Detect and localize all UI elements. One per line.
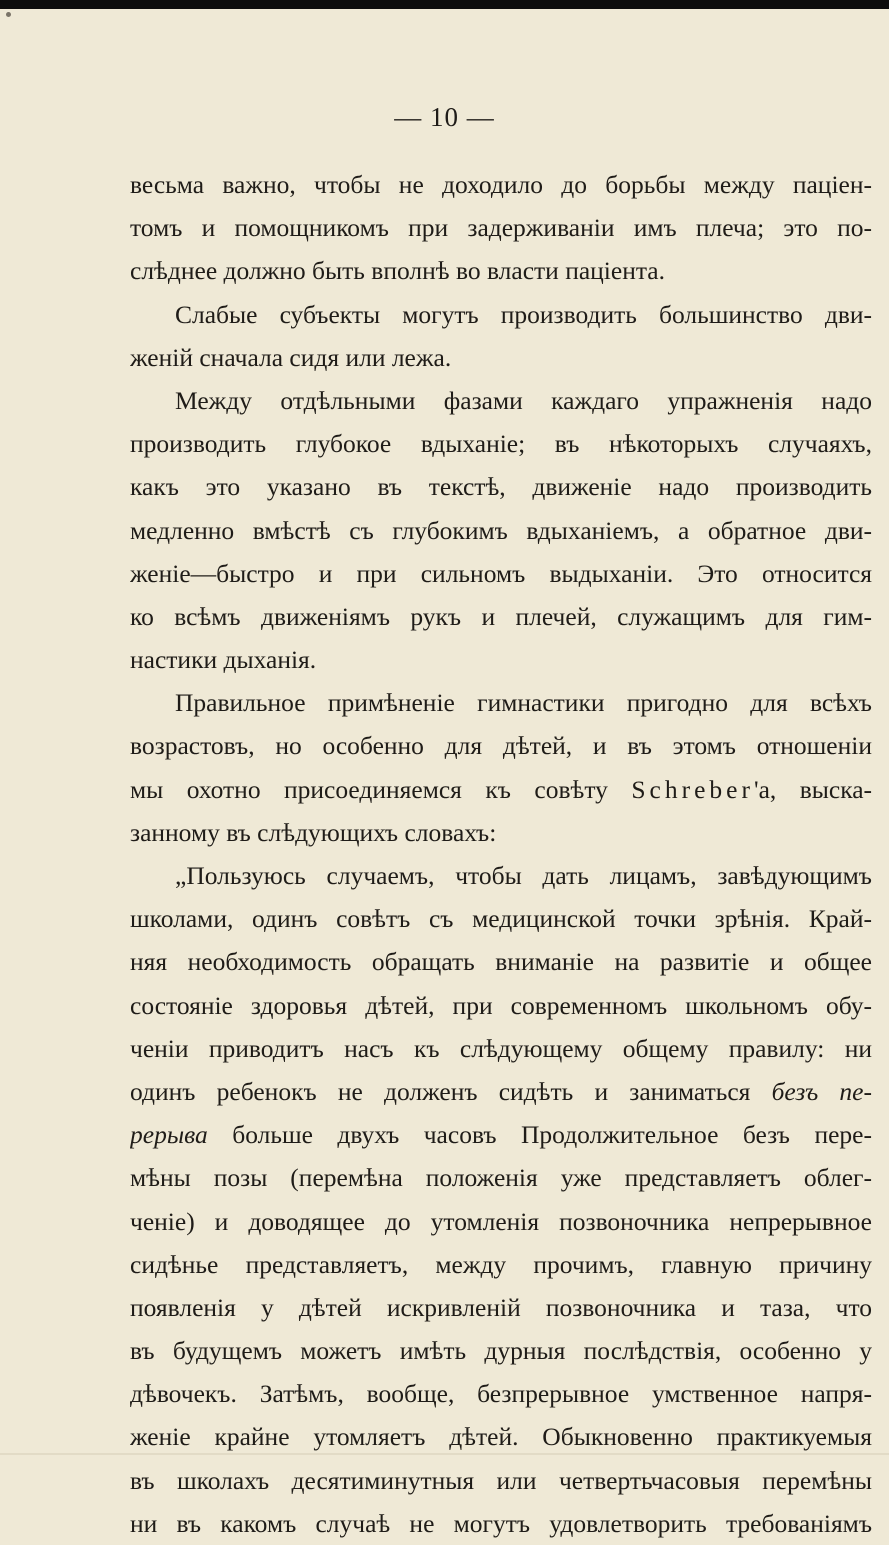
body-text: [130, 163, 872, 1545]
text-line: появленія у дѣтей искривленій позвоночника и таза, что: [130, 1292, 872, 1322]
italic-emphasis: рерыва: [130, 1120, 208, 1150]
text-line: ченіи приводитъ насъ къ слѣдующему общему правилу: ни: [130, 1033, 872, 1063]
text-line: въ школахъ десятиминутныя или четвертьчасовыя перемѣны: [130, 1465, 872, 1495]
text-line: женіе—быстро и при сильномъ выдыханіи. Это относится: [130, 558, 872, 588]
page-number: — 10 —: [394, 102, 495, 132]
italic-emphasis: безъ пе-: [771, 1076, 872, 1106]
text-line: томъ и помощникомъ при задерживаніи имъ плеча; это по-: [130, 213, 872, 243]
text-line: слѣднее должно быть вполнѣ во власти паціента.: [130, 256, 666, 286]
scan-speck: [6, 12, 11, 17]
text-line: ни въ какомъ случаѣ не могутъ удовлетворить требованіямъ: [130, 1508, 872, 1538]
page-top-edge: [0, 0, 889, 9]
text-line: занному въ слѣдующихъ словахъ:: [130, 817, 497, 847]
text-line: весьма важно, чтобы не доходило до борьбы между паціен-: [130, 170, 872, 199]
text-line: мѣны позы (перемѣна положенія уже представляетъ облег-: [130, 1163, 872, 1193]
text-line: женіе крайне утомляетъ дѣтей. Обыкновенно практикуемыя: [130, 1422, 872, 1452]
text-line: настики дыханія.: [130, 645, 317, 675]
text-line: няя необходимость обращать вниманіе на развитіе и общее: [130, 947, 872, 977]
text-line: производить глубокое вдыханіе; въ нѣкоторыхъ случаяхъ,: [130, 429, 872, 459]
text-line: школами, одинъ совѣтъ съ медицинской точки зрѣнія. Край-: [130, 904, 872, 934]
text-line: медленно вмѣстѣ съ глубокимъ вдыханіемъ, а обратное дви-: [130, 515, 872, 545]
text-line: женій сначала сидя или лежа.: [130, 342, 452, 372]
text-line: ко всѣмъ движеніямъ рукъ и плечей, служащимъ для гим-: [130, 601, 872, 631]
text-line: Слабые субъекты могутъ производить большинство дви-: [175, 299, 872, 329]
text-line: Правильное примѣненіе гимнастики пригодно для всѣхъ: [175, 688, 872, 718]
text-line: [130, 1113, 872, 1156]
text-segment: одинъ ребенокъ не долженъ сидѣть и заниматься: [130, 1076, 772, 1106]
text-line: сидѣнье представляетъ, между прочимъ, главную причину: [130, 1249, 872, 1279]
text-line: „Пользуюсь случаемъ, чтобы дать лицамъ, завѣдующимъ: [175, 861, 872, 890]
text-line: дѣвочекъ. Затѣмъ, вообще, безпрерывное умственное напря-: [130, 1379, 872, 1409]
text-segment: мы охотно присоединяемся къ совѣту: [130, 774, 632, 804]
text-line: ченіе) и доводящее до утомленія позвоночника непрерывное: [130, 1206, 872, 1236]
text-line: возрастовъ, но особенно для дѣтей, и въ этомъ отношеніи: [130, 731, 872, 761]
text-segment: больше двухъ часовъ Продолжительное безъ пере-: [207, 1120, 872, 1150]
text-line: въ будущемъ можетъ имѣть дурныя послѣдствія, особенно у: [130, 1336, 872, 1366]
text-line: какъ это указано въ текстѣ, движеніе надо производить: [130, 472, 872, 502]
text-line: состояніе здоровья дѣтей, при современномъ школьномъ обу-: [130, 990, 872, 1020]
author-name-spaced: Schreber: [631, 774, 754, 804]
text-segment: 'а, выска-: [753, 774, 872, 804]
text-line: [130, 1070, 872, 1113]
text-line: Между отдѣльными фазами каждаго упражненія надо: [175, 385, 872, 415]
text-line: [130, 768, 872, 811]
